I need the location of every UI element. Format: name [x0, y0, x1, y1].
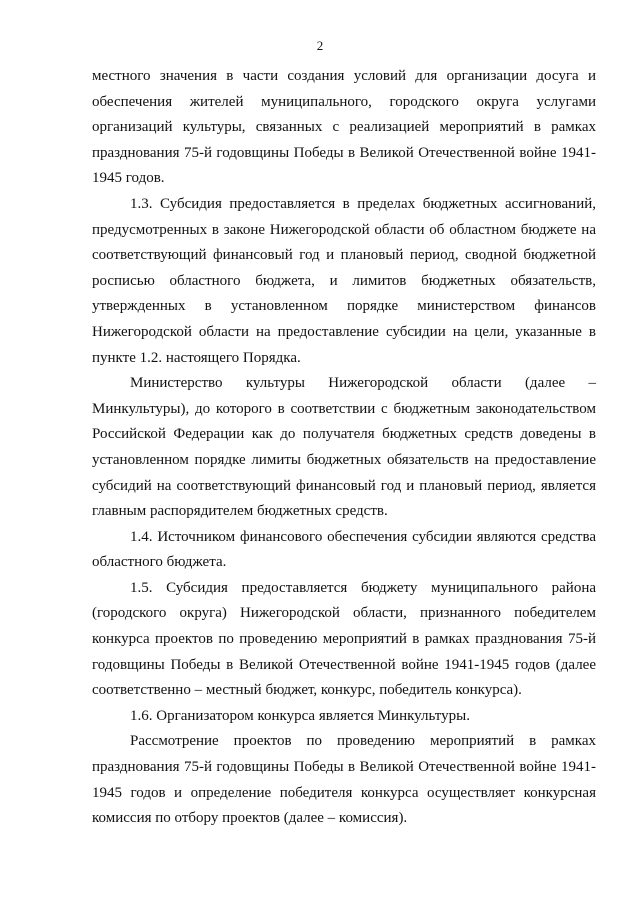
- document-body: [92, 64, 596, 832]
- page-number: 2: [316, 38, 324, 53]
- paragraph-continuation: местного значения в части создания условий для организации досуга и обеспечения жителей муниципального, городского округа услугами организаций культуры, связанных с реализацией мероприятий в рамках празднования 75-й годовщины Победы в Великой Отечественной войне 1941-1945 годов.: [92, 68, 596, 187]
- paragraph-1-6: 1.6. Организатором конкурса является Минкультуры.: [130, 707, 470, 724]
- paragraph-commission: Рассмотрение проектов по проведению мероприятий в рамках празднования 75-й годовщины Победы в Великой Отечественной войне 1941-1945 годов и определение победителя конкурса осуществляет конкурсная комиссия по отбору проектов (далее – комиссия).: [92, 733, 596, 827]
- paragraph-1-4: 1.4. Источником финансового обеспечения субсидии являются средства областного бюджета.: [92, 528, 596, 571]
- paragraph-1-3: 1.3. Субсидия предоставляется в пределах бюджетных ассигнований, предусмотренных в законе Нижегородской области об областном бюджете на соответствующий финансовый год и плановый период, сводной бюджетной росписью областного бюджета, и лимитов бюджетных обязательств, утвержденных в установленном порядке министерством финансов Нижегородской области на предоставление субсидии на цели, указанные в пункте 1.2. настоящего Порядка.: [92, 195, 596, 366]
- paragraph-ministry: Министерство культуры Нижегородской области (далее – Минкультуры), до которого в соответствии с бюджетным законодательством Российской Федерации как до получателя бюджетных средств доведены в установленном порядке лимиты бюджетных обязательств на предоставление субсидий на соответствующий финансовый год и плановый период, является главным распорядителем бюджетных средств.: [92, 375, 596, 520]
- paragraph-1-5: 1.5. Субсидия предоставляется бюджету муниципального района (городского округа) Нижегородской области, признанного победителем конкурса проектов по проведению мероприятий в рамках празднования 75-й годовщины Победы в Великой Отечественной войне 1941-1945 годов (далее соответственно – местный бюджет, конкурс, победитель конкурса).: [92, 579, 596, 699]
